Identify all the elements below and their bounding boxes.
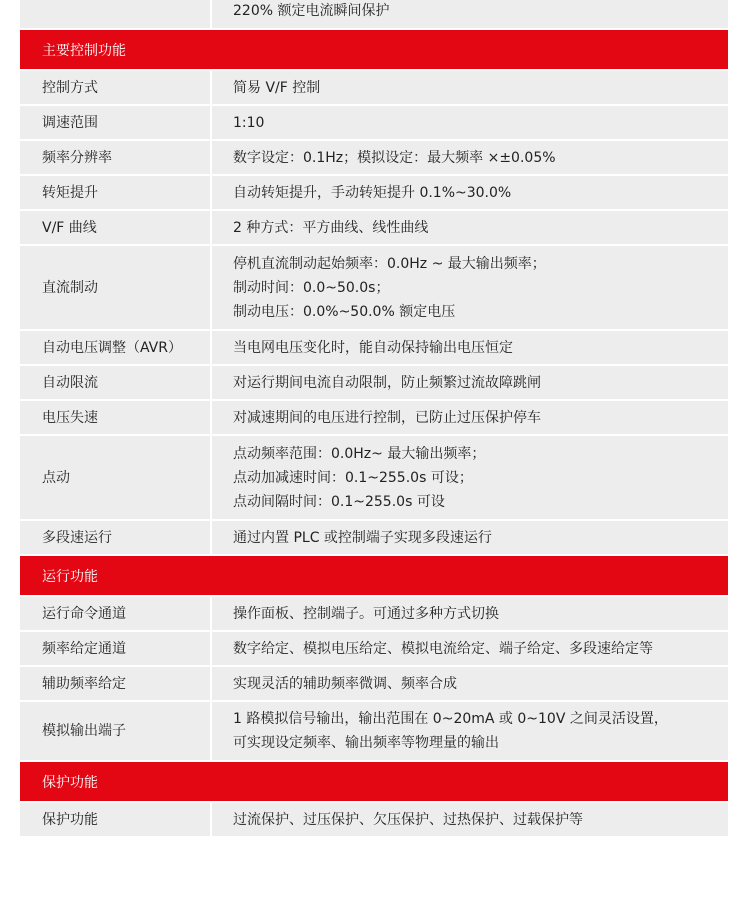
row-label: 频率分辨率 <box>42 149 112 166</box>
table-row <box>20 141 728 176</box>
row-value-line: 可实现设定频率、输出频率等物理量的输出 <box>233 735 499 751</box>
table-row <box>20 106 728 141</box>
table-row <box>20 366 728 401</box>
row-value-line: 2 种方式：平方曲线、线性曲线 <box>233 219 429 236</box>
table-row <box>20 667 728 702</box>
row-value <box>212 106 728 139</box>
row-value <box>212 436 728 519</box>
row-value-line: 点动加减速时间：0.1~255.0s 可设； <box>233 469 473 486</box>
row-label: V/F 曲线 <box>42 219 97 236</box>
row-value-line: 对运行期间电流自动限制，防止频繁过流故障跳闸 <box>233 374 541 391</box>
row-value <box>212 366 728 399</box>
row-value <box>212 141 728 174</box>
table-row <box>20 436 728 521</box>
table-row <box>20 521 728 556</box>
row-value-line: 实现灵活的辅助频率微调、频率合成 <box>233 675 457 692</box>
table-row <box>20 803 728 838</box>
row-value-line: 制动电压：0.0%~50.0% 额定电压 <box>233 303 456 320</box>
row-value-line: 1:10 <box>233 114 265 131</box>
row-label: 调速范围 <box>42 114 98 131</box>
table-row <box>20 211 728 246</box>
row-value-line: 通过内置 PLC 或控制端子实现多段速运行 <box>233 529 492 546</box>
row-value <box>212 71 728 104</box>
table-row <box>20 632 728 667</box>
row-value-line: 简易 V/F 控制 <box>233 79 321 96</box>
table-row <box>20 597 728 632</box>
row-label: 控制方式 <box>42 79 98 96</box>
row-label: 电压失速 <box>42 409 98 426</box>
row-value-line: 数字给定、模拟电压给定、模拟电流给定、端子给定、多段速给定等 <box>233 640 653 657</box>
row-value <box>212 401 728 434</box>
row-value <box>212 597 728 630</box>
row-label: 直流制动 <box>42 279 98 296</box>
row-value <box>212 803 728 836</box>
section-header: 保护功能 <box>20 762 728 803</box>
row-label: 多段速运行 <box>42 529 112 546</box>
row-label: 转矩提升 <box>42 184 98 201</box>
row-label: 辅助频率给定 <box>42 675 126 692</box>
row-value-line: 点动频率范围：0.0Hz~ 最大输出频率； <box>233 445 486 462</box>
row-value-line: 点动间隔时间：0.1~255.0s 可设 <box>233 493 445 510</box>
row-label <box>20 0 210 28</box>
row-value-line: 当电网电压变化时，能自动保持输出电压恒定 <box>233 339 513 356</box>
row-value-line: 自动转矩提升，手动转矩提升 0.1%~30.0% <box>233 184 512 201</box>
row-value-line: 停机直流制动起始频率：0.0Hz ~ 最大输出频率； <box>233 255 546 272</box>
section-header: 主要控制功能 <box>20 30 728 71</box>
table-row <box>20 0 728 30</box>
row-value <box>212 0 728 28</box>
table-row <box>20 71 728 106</box>
row-value-line: 过流保护、过压保护、欠压保护、过热保护、过载保护等 <box>233 811 583 828</box>
row-value <box>212 667 728 700</box>
table-row <box>20 331 728 366</box>
row-value <box>212 331 728 364</box>
row-value-line: 数字设定：0.1Hz；模拟设定：最大频率 ×±0.05% <box>233 149 556 166</box>
row-value <box>212 176 728 209</box>
spec-table <box>20 0 728 838</box>
row-value-line: 制动时间：0.0~50.0s； <box>233 279 390 296</box>
row-label: 保护功能 <box>42 811 98 828</box>
row-value <box>212 246 728 329</box>
row-value-line: 1 路模拟信号输出，输出范围在 0~20mA 或 0~10V 之间灵活设置， <box>233 711 668 727</box>
row-label: 模拟输出端子 <box>42 723 126 739</box>
row-label: 自动限流 <box>42 374 98 391</box>
row-value-line: 220% 额定电流瞬间保护 <box>233 3 390 19</box>
row-value <box>212 211 728 244</box>
row-value-line: 操作面板、控制端子。可通过多种方式切换 <box>233 605 499 622</box>
row-label: 频率给定通道 <box>42 640 126 657</box>
table-row <box>20 401 728 436</box>
row-label: 自动电压调整（AVR） <box>42 339 182 356</box>
table-row <box>20 176 728 211</box>
row-value-line: 对减速期间的电压进行控制，已防止过压保护停车 <box>233 409 541 426</box>
table-row <box>20 246 728 331</box>
table-row <box>20 702 728 762</box>
row-label: 点动 <box>42 469 70 486</box>
row-value <box>212 702 728 760</box>
row-value <box>212 521 728 554</box>
row-value <box>212 632 728 665</box>
row-label: 运行命令通道 <box>42 605 126 622</box>
section-header: 运行功能 <box>20 556 728 597</box>
